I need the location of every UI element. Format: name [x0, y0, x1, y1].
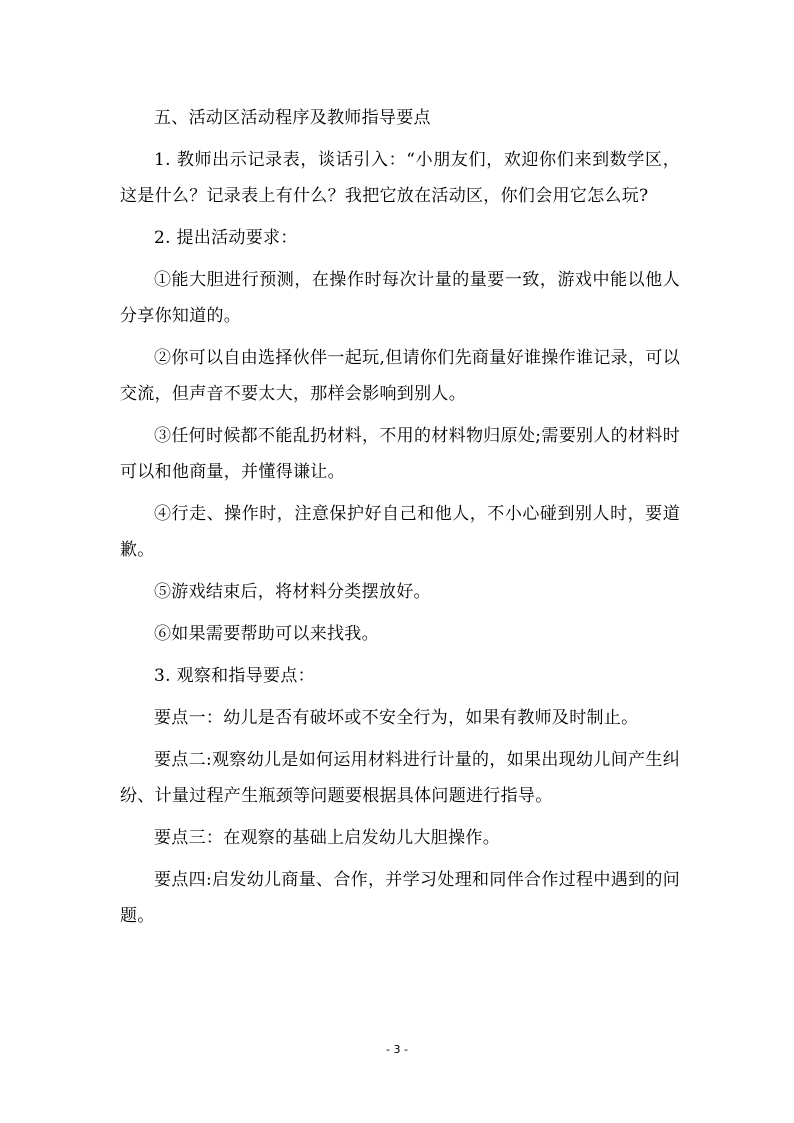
observation-point-1: 要点一：幼儿是否有破坏或不安全行为，如果有教师及时制止。 — [154, 708, 639, 728]
paragraph-intro: 1. 教师出示记录表，谈话引入：“小朋友们，欢迎你们来到数学区，这是什么？记录表上有什么？我把它放在活动区，你们会用它怎么玩? — [120, 150, 680, 206]
page-number: - 3 - — [386, 1043, 408, 1056]
observation-point-4: 要点四:启发幼儿商量、合作，并学习处理和同伴合作过程中遇到的问题。 — [120, 870, 680, 926]
requirement-item-2: ②你可以自由选择伙伴一起玩,但请你们先商量好谁操作谁记录，可以交流，但声音不要太大，那样会影响到别人。 — [120, 348, 680, 404]
paragraph-observation-title: 3. 观察和指导要点： — [154, 666, 315, 686]
requirement-item-6: ⑥如果需要帮助可以来找我。 — [154, 624, 379, 644]
requirement-item-1: ①能大胆进行预测，在操作时每次计量的量要一致，游戏中能以他人分享你知道的。 — [120, 270, 680, 326]
requirement-item-5: ⑤游戏结束后，将材料分类摆放好。 — [154, 582, 431, 602]
paragraph-requirements-title: 2. 提出活动要求： — [154, 228, 298, 248]
observation-point-2: 要点二:观察幼儿是如何运用材料进行计量的，如果出现幼儿间产生纠纷、计量过程产生瓶颈等问题要根据具体问题进行指导。 — [120, 750, 680, 806]
requirement-item-4: ④行走、操作时，注意保护好自己和他人，不小心碰到别人时，要道歉。 — [120, 504, 680, 560]
section-heading: 五、活动区活动程序及教师指导要点 — [154, 108, 431, 128]
requirement-item-3: ③任何时候都不能乱扔材料，不用的材料物归原处;需要别人的材料时可以和他商量，并懂得谦让。 — [120, 426, 680, 482]
document-body — [120, 100, 680, 940]
observation-point-3: 要点三：在观察的基础上启发幼儿大胆操作。 — [154, 828, 500, 848]
